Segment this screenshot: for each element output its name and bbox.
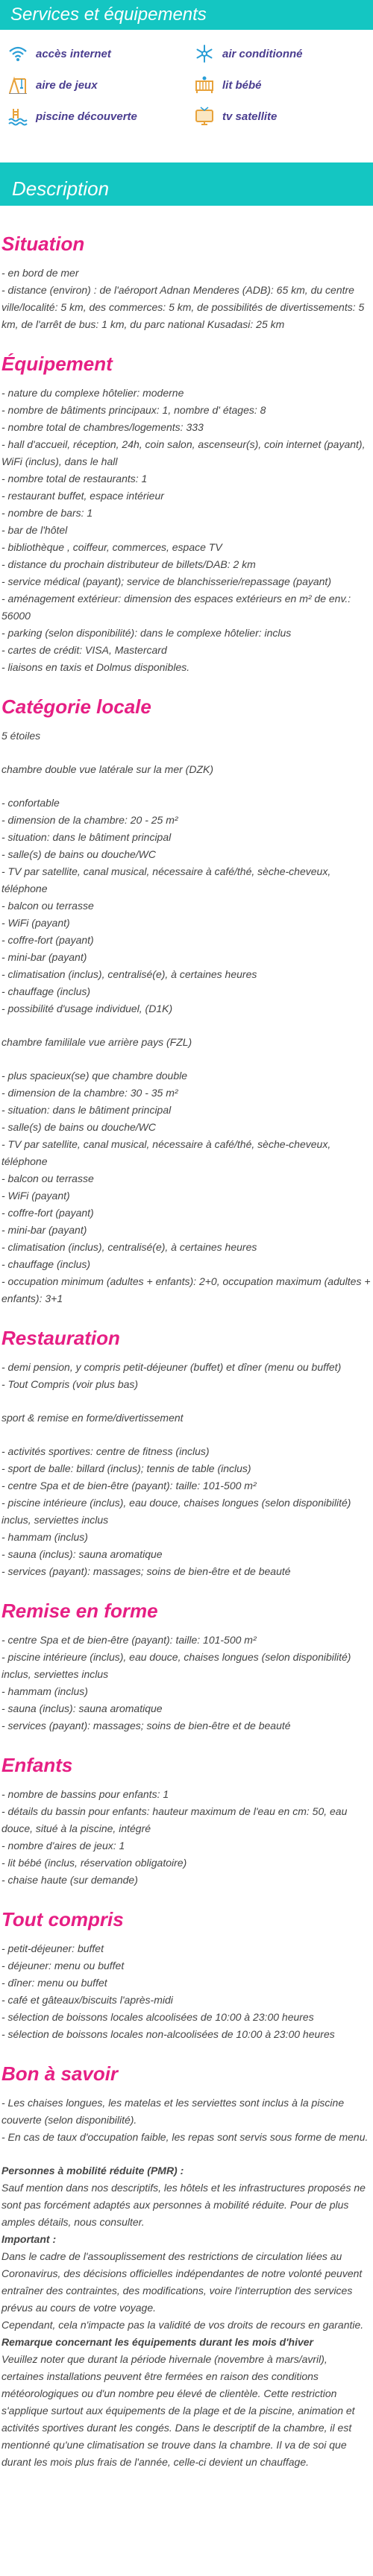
description-content [0,206,373,2487]
room-name: chambre double vue latérale sur la mer (DZK) [1,763,214,775]
list-item: - nombre de bâtiments principaux: 1, nombre d' étages: 8 [1,404,266,416]
list-item: - piscine intérieure (inclus), eau douce, chaises longues (selon disponibilité) inclus, serviettes inclus [1,1497,351,1526]
important-title: Important : [1,2233,57,2245]
list-item: - cartes de crédit: VISA, Mastercard [1,644,167,656]
list-item: - sport de balle: billard (inclus); tennis de table (inclus) [1,1462,251,1474]
list-item: - parking (selon disponibilité): dans le complexe hôtelier: inclus [1,627,292,639]
list-item: - balcon ou terrasse [1,1172,94,1184]
list-item: - service médical (payant); service de blanchisserie/repassage (payant) [1,575,331,587]
list-item: - sélection de boissons locales alcoolisées de 10:00 à 23:00 heures [1,2011,314,2023]
service-item [7,43,194,64]
section-title-remise: Remise en forme [1,1600,158,1622]
service-item [194,75,373,95]
services-header [0,0,373,30]
tv-icon [194,106,215,127]
section-title-enfants: Enfants [1,1754,73,1776]
list-item: - hall d'accueil, réception, 24h, coin salon, ascenseur(s), coin internet (payant), WiFi (inclus), dans le hall [1,438,366,467]
equipement-list [1,385,372,676]
list-item: - climatisation (inclus), centralisé(e), à certaines heures [1,1241,257,1253]
service-label: piscine découverte [36,110,137,123]
list-item: - mini-bar (payant) [1,951,87,963]
remark-text: Veuillez noter que durant la période hivernale (novembre à mars/avril), certaines installations peuvent être fermées en raison des conditions météorologiques ou d'un nombre peu élevé de clientèle. Cette restriction s'applique surtout aux équipements de la plage et de la piscine, animation et activités sportives durant les congés. Dans le descriptif de la chambre, il est mentionné qu'une climatisation se trouve dans la chambre. Il va de soi que durant les mois plus frais de l'année, celle-ci devient un chauffage. [1,2353,355,2468]
list-item: - centre Spa et de bien-être (payant): taille: 101-500 m² [1,1634,257,1646]
list-item: - services (payant): massages; soins de bien-être et de beauté [1,1565,291,1577]
list-item: - distance du prochain distributeur de billets/DAB: 2 km [1,558,256,570]
list-item: - nombre de bars: 1 [1,507,93,519]
list-item: - situation: dans le bâtiment principal [1,1104,172,1116]
list-item: - chaise haute (sur demande) [1,1874,138,1886]
list-item: - nombre de bassins pour enfants: 1 [1,1788,169,1800]
pool-icon [7,106,28,127]
list-item: - salle(s) de bains ou douche/WC [1,848,156,860]
list-item: - café et gâteaux/biscuits l'après-midi [1,1994,173,2006]
list-item: - en bord de mer [1,267,79,279]
list-item: - bibliothèque , coiffeur, commerces, espace TV [1,541,222,553]
restauration-list [1,1359,372,1393]
service-item [194,43,373,64]
section-title-situation: Situation [1,233,85,255]
list-item: - services (payant): massages; soins de bien-être et de beauté [1,1720,291,1731]
services-title: Services et équipements [10,4,207,25]
service-label: tv satellite [222,110,278,123]
room2-list [1,1067,372,1307]
service-item [7,75,194,95]
section-title-equipement: Équipement [1,353,113,375]
list-item: - situation: dans le bâtiment principal [1,831,172,843]
list-item: - liaisons en taxis et Dolmus disponibles. [1,661,190,673]
important-text-2: Cependant, cela n'impacte pas la validité de vos droits de recours en garantie. [1,2319,364,2331]
list-item: - Tout Compris (voir plus bas) [1,1378,139,1390]
list-item: - En cas de taux d'occupation faible, les repas sont servis sous forme de menu. [1,2131,369,2143]
list-item: - bar de l'hôtel [1,524,68,536]
section-title-bon-a-savoir: Bon à savoir [1,2062,119,2085]
list-item: - coffre-fort (payant) [1,1207,94,1219]
wifi-icon [7,43,28,64]
important-text: Dans le cadre de l'assouplissement des restrictions de circulation liées au Coronavirus, des décisions officielles indépendantes de notre volonté peuvent entraîner des contraintes, des modifications, voire l'interruption des services prévus au cours de votre voyage. [1,2250,363,2314]
list-item: - TV par satellite, canal musical, nécessaire à café/thé, sèche-cheveux, téléphone [1,865,331,894]
list-item: - chauffage (inclus) [1,1258,91,1270]
list-item: - lit bébé (inclus, réservation obligatoire) [1,1857,187,1869]
list-item: - sélection de boissons locales non-alcoolisées de 10:00 à 23:00 heures [1,2028,335,2040]
list-item: - hammam (inclus) [1,1685,88,1697]
list-item: - activités sportives: centre de fitness (inclus) [1,1445,210,1457]
remise-list [1,1632,372,1734]
list-item: - sauna (inclus): sauna aromatique [1,1702,163,1714]
service-item [7,106,194,127]
rating-text: 5 étoiles [1,730,41,742]
list-item: - TV par satellite, canal musical, nécessaire à café/thé, sèche-cheveux, téléphone [1,1138,331,1167]
situation-list [1,265,372,333]
service-item [194,106,373,127]
list-item: - hammam (inclus) [1,1531,88,1543]
list-item: - demi pension, y compris petit-déjeuner (buffet) et dîner (menu ou buffet) [1,1361,342,1373]
room-name: chambre famililale vue arrière pays (FZL) [1,1036,192,1048]
list-item: - aménagement extérieur: dimension des espaces extérieurs en m² de env.: 56000 [1,593,351,622]
sport-title: sport & remise en forme/divertissement [1,1412,184,1424]
list-item: - plus spacieux(se) que chambre double [1,1070,188,1082]
list-item: - déjeuner: menu ou buffet [1,1960,125,1972]
bon-a-savoir-list [1,2094,372,2146]
list-item: - dimension de la chambre: 30 - 35 m² [1,1087,178,1099]
list-item: - Les chaises longues, les matelas et les serviettes sont inclus à la piscine couverte (selon disponibilité). [1,2097,345,2126]
section-title-categorie: Catégorie locale [1,695,151,718]
list-item: - salle(s) de bains ou douche/WC [1,1121,156,1133]
list-item: - confortable [1,797,60,809]
section-title-restauration: Restauration [1,1327,120,1349]
description-title: Description [12,177,110,200]
services-grid [0,30,373,140]
service-label: accès internet [36,47,111,60]
tout-compris-list [1,1940,372,2043]
list-item: - centre Spa et de bien-être (payant): taille: 101-500 m² [1,1480,257,1491]
pmr-title: Personnes à mobilité réduite (PMR) : [1,2165,184,2176]
playground-icon [7,75,28,95]
list-item: - WiFi (payant) [1,1190,70,1202]
room1-list [1,795,372,1017]
list-item: - nature du complexe hôtelier: moderne [1,387,184,399]
list-item: - restaurant buffet, espace intérieur [1,490,164,502]
service-label: lit bébé [222,78,262,92]
list-item: - piscine intérieure (inclus), eau douce, chaises longues (selon disponibilité) inclus, serviettes inclus [1,1651,351,1680]
list-item: - distance (environ) : de l'aéroport Adnan Menderes (ADB): 65 km, du centre ville/localité: 5 km, des commerces: 5 km, de possibilités de divertissements: 5 km, de l'arrêt de bus: 1 km, du parc national Kusadasi: 25 km [1,284,365,330]
list-item: - balcon ou terrasse [1,900,94,912]
pmr-text: Sauf mention dans nos descriptifs, les hôtels et les infrastructures proposés ne sont pas forcément adaptés aux personnes à mobilité réduite. Pour de plus amples détails, nous consulter. [1,2182,366,2228]
list-item: - possibilité d'usage individuel, (D1K) [1,1003,173,1014]
list-item: - chauffage (inclus) [1,985,91,997]
list-item: - WiFi (payant) [1,917,70,929]
list-item: - mini-bar (payant) [1,1224,87,1236]
crib-icon [194,75,215,95]
list-item: - dimension de la chambre: 20 - 25 m² [1,814,178,826]
service-label: air conditionné [222,47,303,60]
enfants-list [1,1786,372,1889]
snowflake-icon [194,43,215,64]
list-item: - nombre d'aires de jeux: 1 [1,1840,125,1852]
service-label: aire de jeux [36,78,98,92]
description-header [0,162,373,206]
list-item: - sauna (inclus): sauna aromatique [1,1548,163,1560]
remark-title: Remarque concernant les équipements durant les mois d'hiver [1,2336,314,2348]
sport-list [1,1443,372,1580]
list-item: - coffre-fort (payant) [1,934,94,946]
list-item: - petit-déjeuner: buffet [1,1942,104,1954]
list-item: - nombre total de chambres/logements: 333 [1,421,204,433]
list-item: - détails du bassin pour enfants: hauteur maximum de l'eau en cm: 50, eau douce, situé à la piscine, intégré [1,1805,348,1834]
list-item: - occupation minimum (adultes + enfants): 2+0, occupation maximum (adultes + enfants): 3+1 [1,1275,371,1304]
list-item: - nombre total de restaurants: 1 [1,473,148,484]
section-title-tout-compris: Tout compris [1,1908,124,1931]
list-item: - dîner: menu ou buffet [1,1977,107,1989]
list-item: - climatisation (inclus), centralisé(e), à certaines heures [1,968,257,980]
